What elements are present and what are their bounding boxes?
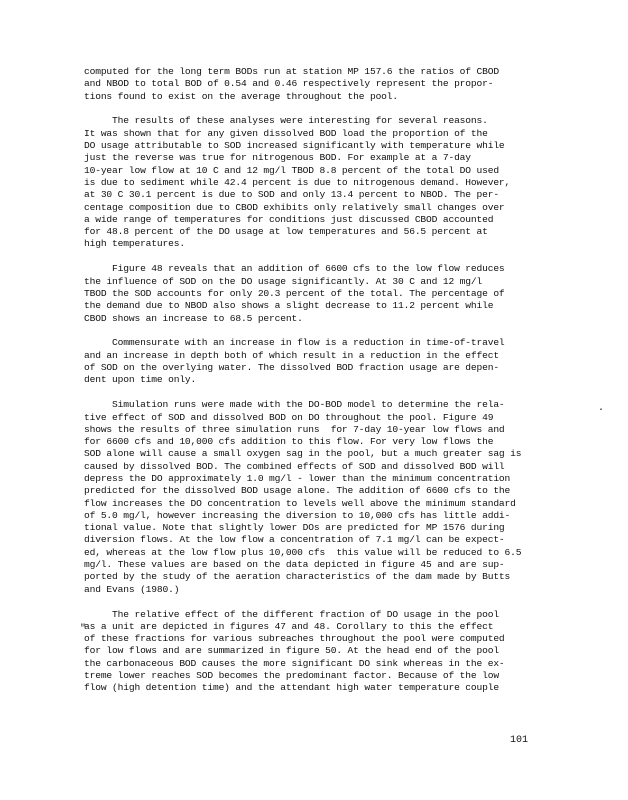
text-line: caused by dissolved BOD. The combined effects of SOD and dissolved BOD will xyxy=(84,460,505,472)
paragraph xyxy=(84,66,546,103)
text-line: 10-year low flow at 10 C and 12 mg/l TBOD 8.8 percent of the total DO used xyxy=(84,164,499,176)
text-line: for 6600 cfs and 10,000 cfs addition to this flow. For very low flows the xyxy=(84,436,494,448)
text-line: mg/l. These values are based on the data depicted in figure 45 and are sup- xyxy=(84,559,505,571)
text-line: just the reverse was true for nitrogenous BOD. For example at a 7-day xyxy=(84,152,471,164)
text-line: at 30 C 30.1 percent is due to SOD and only 13.4 percent to NBOD. The per- xyxy=(84,189,499,201)
text-line: flow (high detention time) and the attendant high water temperature couple xyxy=(84,682,499,694)
text-line: CBOD shows an increase to 68.5 percent. xyxy=(84,312,303,324)
text-line: treme lower reaches SOD becomes the predominant factor. Because of the low xyxy=(84,670,499,682)
text-line: as a unit are depicted in figures 47 and 48. Corollary to this the effect xyxy=(84,620,494,632)
text-line: is due to sediment while 42.4 percent is due to nitrogenous demand. However, xyxy=(84,176,511,188)
page-body-text xyxy=(84,66,546,707)
text-line: tions found to exist on the average throughout the pool. xyxy=(84,90,399,102)
text-line: Figure 48 reveals that an addition of 6600 cfs to the low flow reduces xyxy=(84,263,505,275)
text-line: depress the DO approximately 1.0 mg/l - lower than the minimum concentration xyxy=(84,472,511,484)
text-line: ported by the study of the aeration characteristics of the dam made by Butts xyxy=(84,571,511,583)
text-line: centage composition due to CBOD exhibits only relatively small changes over xyxy=(84,201,505,213)
text-line: of these fractions for various subreaches throughout the pool were computed xyxy=(84,633,505,645)
text-line: of 5.0 mg/l, however increasing the diversion to 10,000 cfs has little addi- xyxy=(84,509,511,521)
text-line: and an increase in depth both of which result in a reduction in the effect xyxy=(84,349,499,361)
text-line: SOD alone will cause a small oxygen sag in the pool, but a much greater sag is xyxy=(84,448,522,460)
text-line: high temperatures. xyxy=(84,238,185,250)
page-number: 101 xyxy=(510,735,529,746)
text-line: and Evans (1980.) xyxy=(84,583,180,595)
text-line: predicted for the dissolved BOD usage alone. The addition of 6600 cfs to the xyxy=(84,485,511,497)
text-line: The relative effect of the different fraction of DO usage in the pool xyxy=(84,608,499,620)
text-line: a wide range of temperatures for conditions just discussed CBOD accounted xyxy=(84,213,494,225)
paragraph xyxy=(84,609,546,695)
text-line: the demand due to NBOD also shows a slight decrease to 11.2 percent while xyxy=(84,300,494,312)
paragraph xyxy=(84,263,546,324)
text-line: The results of these analyses were interesting for several reasons. xyxy=(84,115,488,127)
text-line: ed, whereas at the low flow plus 10,000 cfs this value will be reduced to 6.5 xyxy=(84,546,522,558)
paragraph xyxy=(84,337,546,386)
margin-quote-mark: " xyxy=(80,624,87,635)
text-line: flow increases the DO concentration to levels well above the minimum standard xyxy=(84,497,516,509)
text-line: computed for the long term BODs run at station MP 157.6 the ratios of CBOD xyxy=(84,66,499,77)
text-line: DO usage attributable to SOD increased significantly with temperature while xyxy=(84,140,505,152)
text-line: for 48.8 percent of the DO usage at low temperatures and 56.5 percent at xyxy=(84,226,488,238)
text-line: Commensurate with an increase in flow is a reduction in time-of-travel xyxy=(84,337,505,349)
text-line: and NBOD to total BOD of 0.54 and 0.46 respectively represent the propor- xyxy=(84,78,494,90)
text-line: of SOD on the overlying water. The dissolved BOD fraction usage are depen- xyxy=(84,362,499,374)
text-line: Simulation runs were made with the DO-BOD model to determine the rela- xyxy=(84,399,505,411)
text-line: tional value. Note that slightly lower DOs are predicted for MP 1576 during xyxy=(84,522,505,534)
text-line: diversion flows. At the low flow a concentration of 7.1 mg/l can be expect- xyxy=(84,534,505,546)
text-line: shows the results of three simulation runs for 7-day 10-year low flows and xyxy=(84,423,505,435)
text-line: for low flows and are summarized in figure 50. At the head end of the pool xyxy=(84,645,499,657)
text-line: It was shown that for any given dissolved BOD load the proportion of the xyxy=(84,127,488,139)
text-line: tive effect of SOD and dissolved BOD on DO throughout the pool. Figure 49 xyxy=(84,411,494,423)
margin-dot-mark: . xyxy=(598,403,605,414)
text-line: the carbonaceous BOD causes the more significant DO sink whereas in the ex- xyxy=(84,657,505,669)
text-line: TBOD the SOD accounts for only 20.3 percent of the total. The percentage of xyxy=(84,287,505,299)
paragraph xyxy=(84,115,546,250)
paragraph xyxy=(84,399,546,596)
text-line: dent upon time only. xyxy=(84,374,197,386)
text-line: the influence of SOD on the DO usage significantly. At 30 C and 12 mg/l xyxy=(84,275,483,287)
